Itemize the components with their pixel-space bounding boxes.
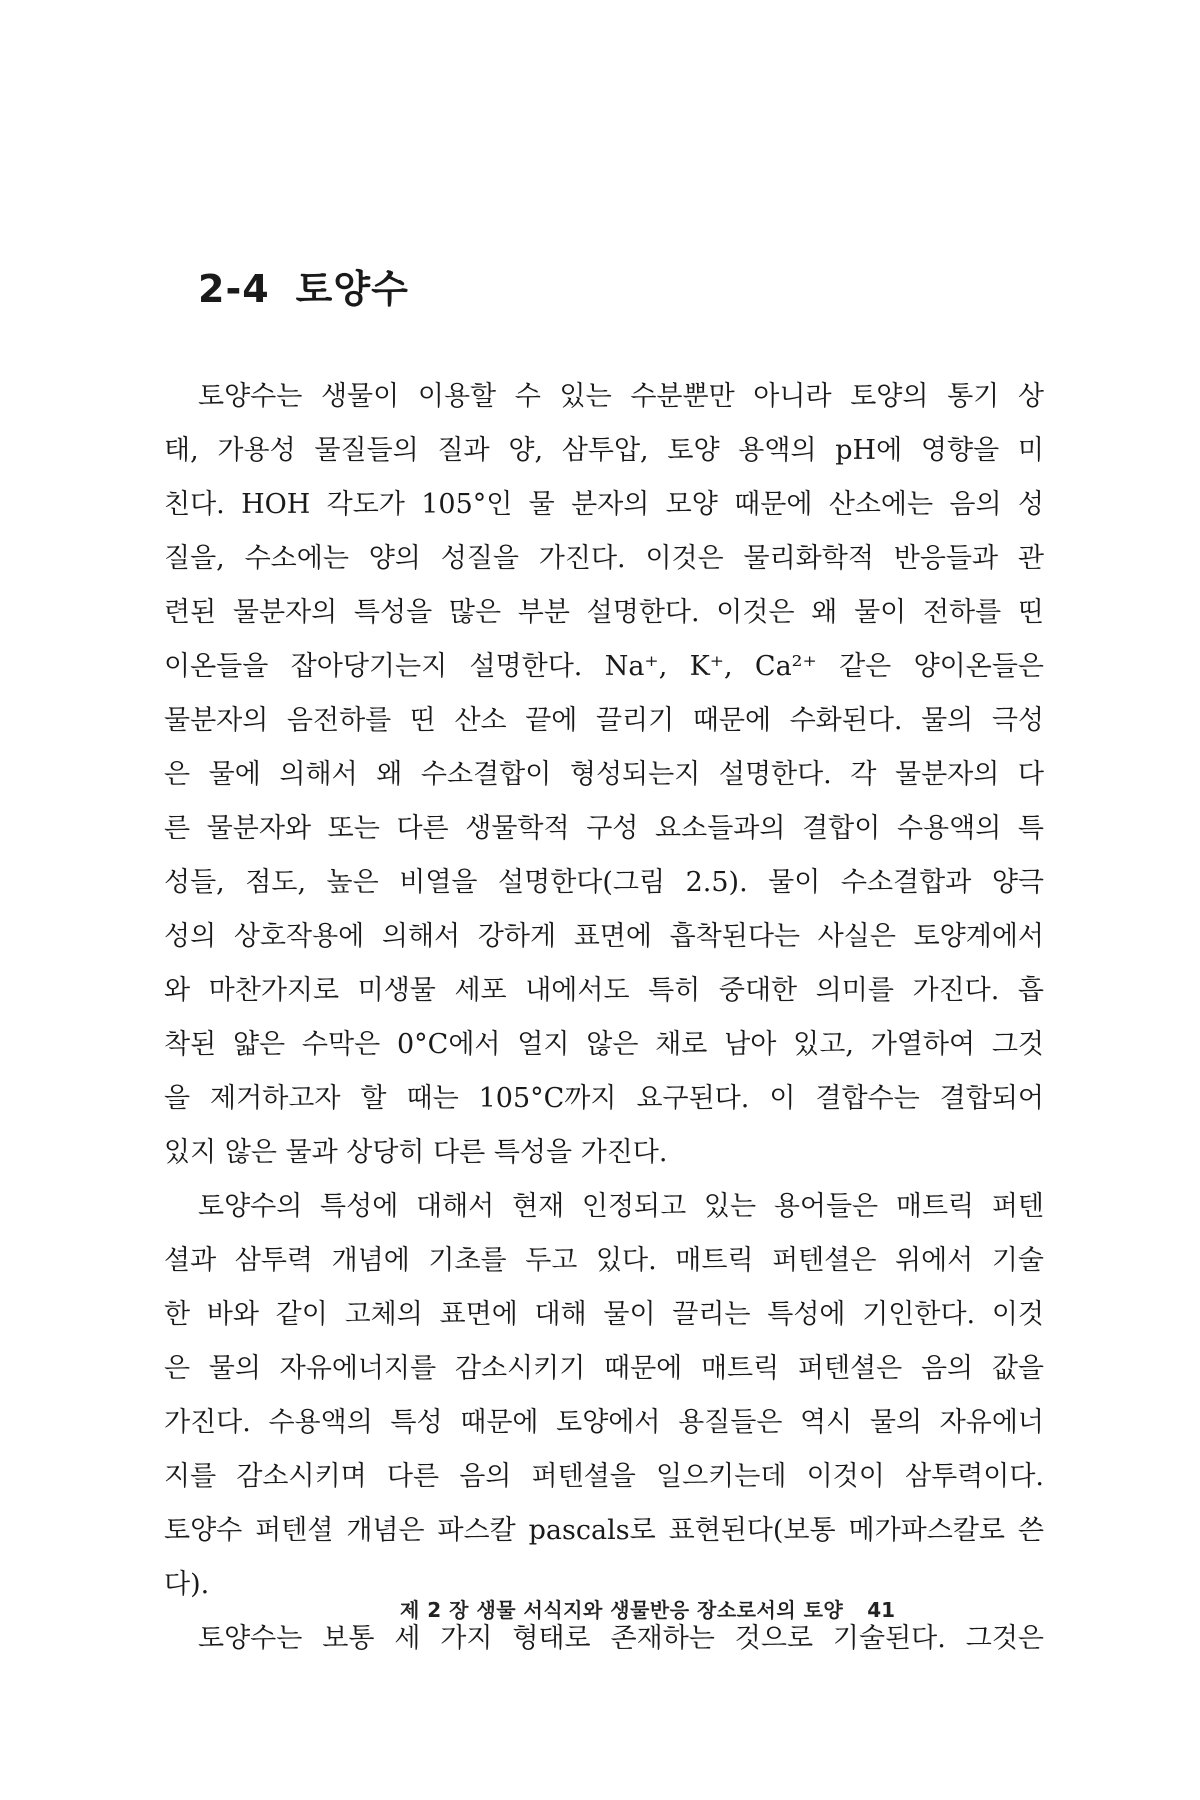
body-line: 질을, 수소에는 양의 성질을 가진다. 이것은 물리화학적 반응들과 관 [164,543,1044,574]
body-line: 성의 상호작용에 의해서 강하게 표면에 흡착된다는 사실은 토양계에서 [164,921,1044,952]
running-footer [400,1594,1000,1623]
body-line: 련된 물분자의 특성을 많은 부분 설명한다. 이것은 왜 물이 전하를 띤 [164,597,1044,628]
page-number: 41 [867,1598,896,1622]
body-line: 토양수 퍼텐셜 개념은 파스칼 pascals로 표현된다(보통 메가파스칼로 쓴 [164,1515,1044,1546]
body-line: 가진다. 수용액의 특성 때문에 토양에서 용질들은 역시 물의 자유에너 [164,1407,1044,1438]
body-line: 른 물분자와 또는 다른 생물학적 구성 요소들과의 결합이 수용액의 특 [164,813,1044,844]
body-line: 은 물에 의해서 왜 수소결합이 형성되는지 설명한다. 각 물분자의 다 [164,759,1044,790]
body-line: 한 바와 같이 고체의 표면에 대해 물이 끌리는 특성에 기인한다. 이것 [164,1299,1044,1330]
body-line: 셜과 삼투력 개념에 기초를 두고 있다. 매트릭 퍼텐셜은 위에서 기술 [164,1245,1044,1276]
body-line: 착된 얇은 수막은 0°C에서 얼지 않은 채로 남아 있고, 가열하여 그것 [164,1029,1044,1060]
section-heading [198,258,409,313]
body-line: 와 마찬가지로 미생물 세포 내에서도 특히 중대한 의미를 가진다. 흡 [164,975,1044,1006]
body-text [164,370,1044,1666]
body-line: 친다. HOH 각도가 105°인 물 분자의 모양 때문에 산소에는 음의 성 [164,489,1044,520]
body-line: 토양수는 보통 세 가지 형태로 존재하는 것으로 기술된다. 그것은 [198,1623,1044,1654]
body-line: 지를 감소시키며 다른 음의 퍼텐셜을 일으키는데 이것이 삼투력이다. [164,1461,1044,1492]
section-title: 토양수 [295,267,409,311]
body-line: 다). [164,1569,210,1600]
body-line: 이온들을 잡아당기는지 설명한다. Na⁺, K⁺, Ca²⁺ 같은 양이온들은 [164,651,1044,682]
body-line: 성들, 점도, 높은 비열을 설명한다(그림 2.5). 물이 수소결합과 양극 [164,867,1044,898]
body-line: 토양수의 특성에 대해서 현재 인정되고 있는 용어들은 매트릭 퍼텐 [198,1191,1044,1222]
body-line: 태, 가용성 물질들의 질과 양, 삼투압, 토양 용액의 pH에 영향을 미 [164,435,1044,466]
chapter-title: 제 2 장 생물 서식지와 생물반응 장소로서의 토양 [400,1598,844,1622]
body-line: 토양수는 생물이 이용할 수 있는 수분뿐만 아니라 토양의 통기 상 [198,381,1044,412]
body-line: 있지 않은 물과 상당히 다른 특성을 가진다. [164,1137,668,1168]
body-line: 물분자의 음전하를 띤 산소 끝에 끌리기 때문에 수화된다. 물의 극성 [164,705,1044,736]
section-number: 2-4 [198,267,270,311]
body-line: 을 제거하고자 할 때는 105°C까지 요구된다. 이 결합수는 결합되어 [164,1083,1044,1114]
body-line: 은 물의 자유에너지를 감소시키기 때문에 매트릭 퍼텐셜은 음의 값을 [164,1353,1044,1384]
